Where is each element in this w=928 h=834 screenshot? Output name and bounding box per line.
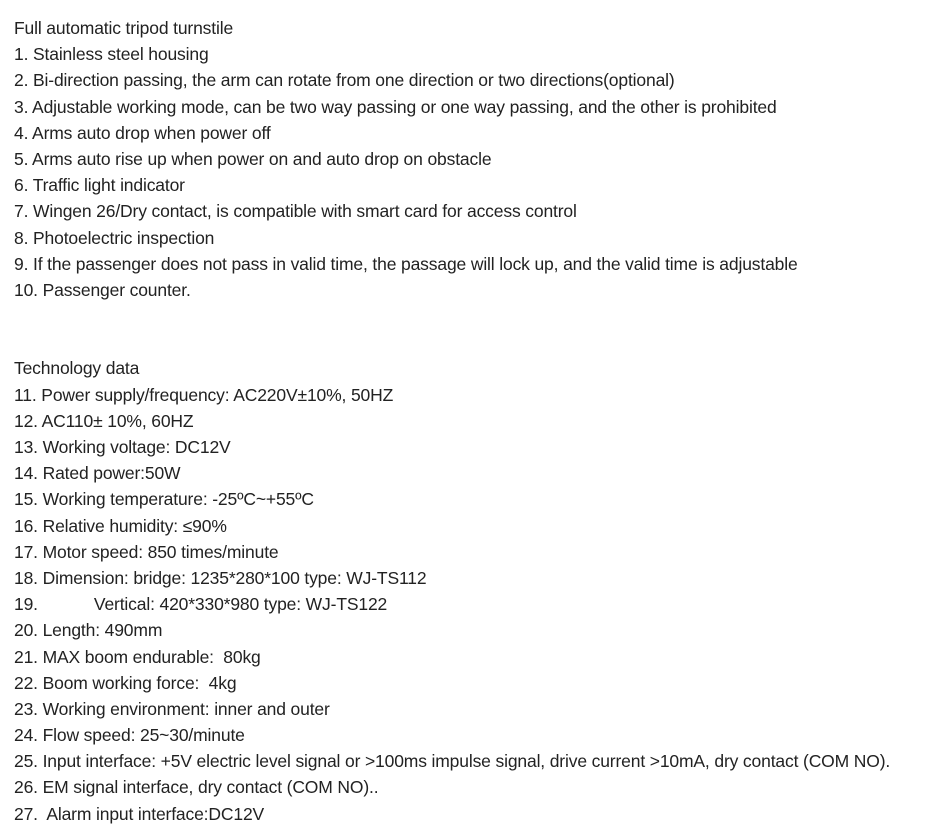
feature-item: 2. Bi-direction passing, the arm can rotate from one direction or two directions(optional): [14, 70, 675, 91]
spec-item-19-detail: Vertical: 420*330*980 type: WJ-TS122: [93, 594, 388, 615]
spec-item: 21. MAX boom endurable: 80kg: [14, 646, 261, 667]
feature-item: 6. Traffic light indicator: [14, 175, 185, 196]
spec-item: 16. Relative humidity: ≤90%: [14, 515, 227, 536]
spec-item: 18. Dimension: bridge: 1235*280*100 type: WJ-TS112: [14, 567, 427, 588]
spec-item: 14. Rated power:50W: [14, 463, 181, 484]
features-heading: Full automatic tripod turnstile: [14, 18, 234, 38]
spec-item: 22. Boom working force: 4kg: [14, 672, 237, 693]
spec-item-19-number: 19.: [14, 594, 38, 615]
feature-item: 9. If the passenger does not pass in valid time, the passage will lock up, and the valid time is adjustable: [14, 253, 798, 274]
spec-item: 12. AC110± 10%, 60HZ: [14, 410, 194, 431]
spec-item: 23. Working environment: inner and outer: [14, 698, 330, 719]
feature-item: 8. Photoelectric inspection: [14, 227, 215, 248]
feature-item: 1. Stainless steel housing: [14, 44, 209, 65]
spec-item: 11. Power supply/frequency: AC220V±10%, 50HZ: [14, 384, 394, 405]
feature-item: 4. Arms auto drop when power off: [14, 122, 271, 143]
feature-item: 5. Arms auto rise up when power on and auto drop on obstacle: [14, 148, 492, 169]
technology-heading: Technology data: [14, 358, 140, 379]
feature-item: 10. Passenger counter.: [14, 279, 191, 300]
spec-item-19: [14, 591, 924, 617]
feature-item: 7. Wingen 26/Dry contact, is compatible with smart card for access control: [14, 201, 577, 222]
spec-item: 24. Flow speed: 25~30/minute: [14, 725, 245, 746]
section-spacer: [14, 303, 924, 355]
spec-item: 27. Alarm input interface:DC12V: [14, 803, 265, 824]
spec-document: [14, 15, 924, 827]
spec-item: 17. Motor speed: 850 times/minute: [14, 541, 279, 562]
spec-item: 15. Working temperature: -25ºC~+55ºC: [14, 489, 314, 510]
spec-item: 20. Length: 490mm: [14, 620, 163, 641]
feature-item: 3. Adjustable working mode, can be two way passing or one way passing, and the other is prohibited: [14, 96, 777, 117]
spec-item: 13. Working voltage: DC12V: [14, 437, 231, 458]
spec-item: 25. Input interface: +5V electric level signal or >100ms impulse signal, drive current >10mA, dry contact (COM NO).: [14, 751, 891, 772]
spec-item: 26. EM signal interface, dry contact (COM NO)..: [14, 777, 379, 798]
